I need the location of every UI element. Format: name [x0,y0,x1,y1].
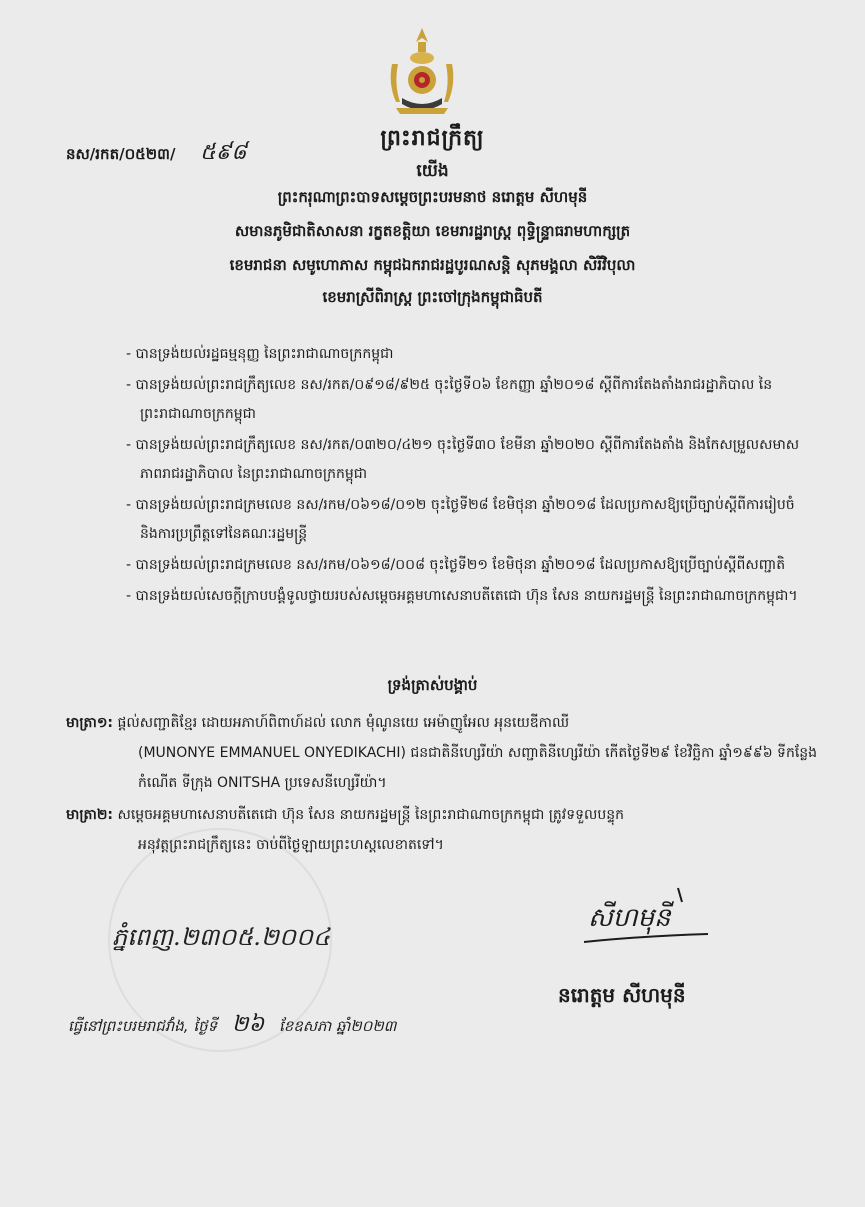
prelim-item: - បានទ្រង់យល់សេចក្តីក្រាបបង្គំទូលថ្វាយរបស់សម្តេចអគ្គមហាសេនាបតីតេជោ ហ៊ុន សែន នាយករដ្ឋមន្ត្រី នៃព្រះរាជាណាចក្រកម្ពុជា។ [126,588,798,604]
article-text: ផ្តល់សញ្ជាតិខ្មែរ ដោយអភាហ៍ពិពាហ៍ដល់ លោក មុំណូនយេ អេម៉ាញូអែល អុនយេឌីកាឈី [117,715,570,731]
prelim-item: - បានទ្រង់យល់ព្រះរាជក្រឹត្យលេខ នស/រកត/០៣២០/៤២១ ចុះថ្ងៃទី៣០ ខែមីនា ឆ្នាំ២០២០ ស្តីពីការតែងតាំង និងកែសម្រួលសមាសភាពរាជរដ្ឋាភិបាល នៃព្រះរាជាណាចក្រកម្ពុជា [126,437,800,482]
article-label: មាត្រា២: [66,807,114,823]
issue-place-date [68,1010,397,1042]
article-text-continued: (MUNONYE EMMANUEL ONYEDIKACHI) ជនជាតិនីហ្សេរីយ៉ា សញ្ជាតិនីហ្សេរីយ៉ា កើតថ្ងៃទី២៩ ខែវិច្ឆិកា ឆ្នាំ១៩៩៦ ទីកន្លែងកំណើត ទីក្រុង ONITSHA ប្រទេសនីហ្សេរីយ៉ា។ [138,745,818,791]
king-title-line-3: ខេមរាជនា សមូហោភាស កម្ពុជឯករាជរដ្ឋបូរណសន្តិ សុភមង្គលា សិរីវិបុលា [229,256,636,274]
article-1 [66,708,826,798]
issue-day: ២៦ [231,1012,265,1037]
article-text-continued: អនុវត្តព្រះរាជក្រឹត្យនេះ ចាប់ពីថ្ងៃឡាយព្រះហស្តលេខាតទៅ។ [138,837,444,853]
handwritten-date: ភ្នំពេញ.២៣០៥.២០០៤ [112,923,330,951]
article-text: សម្តេចអគ្គមហាសេនាបតីតេជោ ហ៊ុន សែន នាយករដ្ឋមន្ត្រី នៃព្រះរាជាណាចក្រកម្ពុជា ត្រូវទទួលបន្ទុក [117,807,624,823]
prelim-item: - បានទ្រង់យល់រដ្ឋធម្មនុញ្ញ នៃព្រះរាជាណាចក្រកម្ពុជា [126,346,394,362]
prelim-item: - បានទ្រង់យល់ព្រះរាជក្រមលេខ នស/រកម/០៦១៨/០១២ ចុះថ្ងៃទី២៨ ខែមិថុនា ឆ្នាំ២០១៨ ដែលប្រកាសឱ្យប្រើច្បាប់ស្តីពីការរៀបចំ និងការប្រព្រឹត្តទៅនៃគណៈរដ្ឋមន្ត្រី [126,497,795,542]
preliminary-references [126,340,816,613]
signature-text: សីហមុនី [588,903,671,933]
prelim-item: - បានទ្រង់យល់ព្រះរាជក្រឹត្យលេខ នស/រកត/០៩១៨/៩២៥ ចុះថ្ងៃទី០៦ ខែកញ្ញា ឆ្នាំ២០១៨ ស្តីពីការតែងតាំងរាជរដ្ឋាភិបាល នៃព្រះរាជាណាចក្រកម្ពុជា [126,377,773,422]
issue-prefix: ធ្វើនៅព្រះបរមរាជវាំង, ថ្ងៃទី [68,1017,218,1035]
article-label: មាត្រា១: [66,715,114,731]
prelim-item: - បានទ្រង់យល់ព្រះរាជក្រមលេខ នស/រកម/០៦១៨/០០៨ ចុះថ្ងៃទី២១ ខែមិថុនា ឆ្នាំ២០១៨ ដែលប្រកាសឱ្យប្រើច្បាប់ស្តីពីសញ្ជាតិ [126,557,786,573]
issue-suffix: ខែឧសភា ឆ្នាំ២០២៣ [278,1017,397,1035]
decree-heading: ទ្រង់ត្រាស់បង្គាប់ [387,676,478,694]
reference-handwritten-number: ៥៩៨ [200,140,247,165]
king-title-line-1: ព្រះករុណាព្រះបាទសម្តេចព្រះបរមនាថ នរោត្តម សីហមុនី [277,188,588,206]
document-title: ព្រះរាជក្រឹត្យ [380,126,485,151]
king-title-line-4: ខេមរាស្រីពិរាស្ត្រ ព្រះចៅក្រុងកម្ពុជាធិបតី [322,288,543,306]
signer-name: នរោត្តម សីហមុនី [558,983,686,1007]
royal-arms-emblem-icon [378,24,466,120]
articles [66,708,826,862]
reference-number: នស/រកត/០៥២៣/ [66,145,176,163]
article-2 [66,800,826,860]
royal-signature-icon [582,884,712,954]
document-subtitle: យើង [416,161,449,181]
king-title-line-2: សមានភូមិជាតិសាសនា រក្ខតខត្តិយា ខេមរារដ្ឋរាស្ត្រ ពុទ្ធិន្ទ្រាធរាមហាក្សត្រ [234,222,631,240]
